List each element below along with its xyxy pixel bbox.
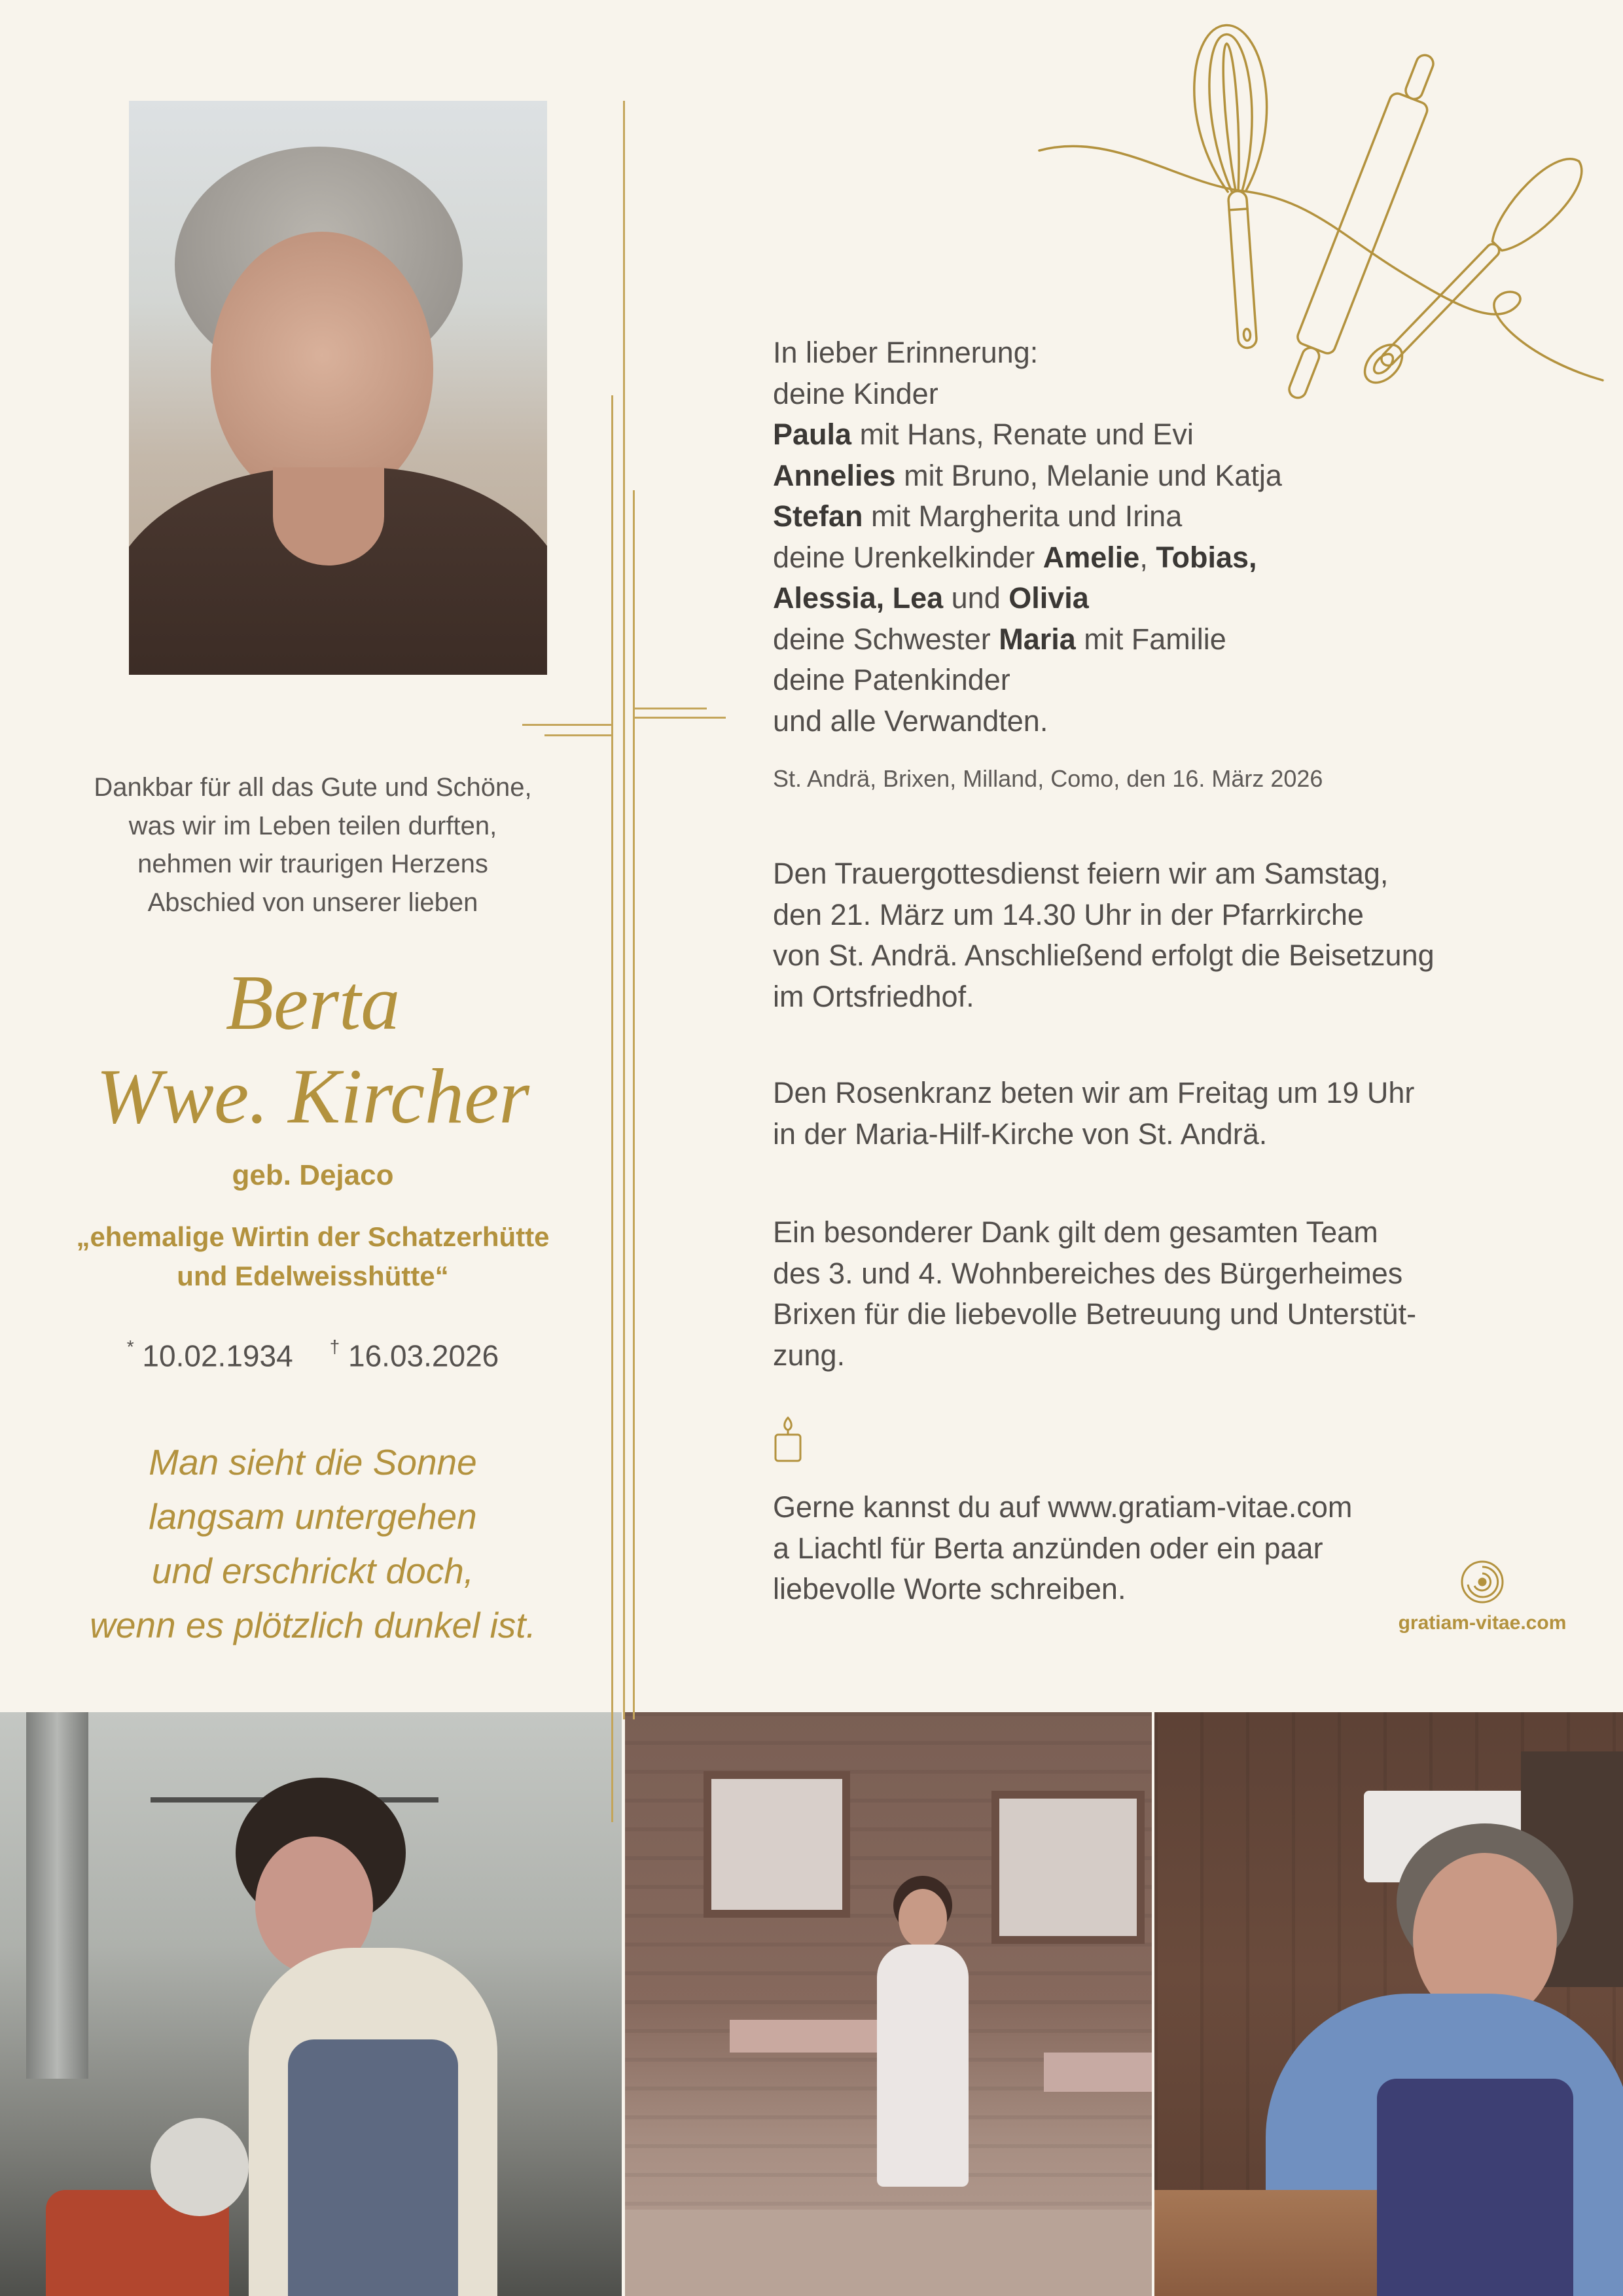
rosary-text [773, 1073, 1414, 1155]
mourner-line [773, 701, 1282, 742]
mourner-text: deine Kinder [773, 376, 938, 410]
mourner-line [773, 332, 1282, 374]
mourner-text: deine Schwester [773, 622, 999, 656]
photo-lid [151, 2118, 249, 2216]
thanks-line: zung. [773, 1338, 846, 1372]
mourners-list [773, 332, 1282, 742]
deceased-description [0, 1217, 626, 1296]
place-and-date: St. Andrä, Brixen, Milland, Como, den 16. März 2026 [773, 765, 1323, 792]
mourner-line [773, 374, 1282, 415]
gratiam-vitae-logo-icon [1459, 1558, 1506, 1605]
cross-ornament-line [633, 708, 707, 709]
photo-apron [288, 2039, 458, 2296]
mourner-name: Stefan [773, 499, 863, 533]
candle-icon [771, 1415, 805, 1463]
intro-line: was wir im Leben teilen durften, [128, 811, 497, 840]
mourner-name: Paula [773, 418, 852, 451]
logo-text: gratiam-vitae.com [1398, 1612, 1567, 1634]
photo-window [991, 1791, 1145, 1944]
funeral-line: im Ortsfriedhof. [773, 979, 974, 1013]
online-line: Gerne kannst du auf www.gratiam-vitae.com [773, 1490, 1353, 1524]
mourner-text: , [1139, 540, 1156, 574]
photo-window [704, 1771, 850, 1918]
kitchen-photo [0, 1712, 622, 2296]
portrait-photo [129, 101, 547, 675]
thanks-line: des 3. und 4. Wohnbereiches des Bürgerheimes [773, 1256, 1403, 1290]
mourner-line [773, 537, 1282, 579]
thanks-line: Ein besonderer Dank gilt dem gesamten Team [773, 1215, 1378, 1249]
rolling-pin-icon [1276, 48, 1446, 404]
photo-table [1154, 2190, 1377, 2296]
mourner-text: deine Urenkelkinder [773, 540, 1043, 574]
kitchen-portrait-photo [1154, 1712, 1623, 2296]
cross-ornament-line [633, 490, 635, 1719]
mourner-text: mit Margherita und Irina [863, 499, 1183, 533]
mourner-line [773, 660, 1282, 701]
mourner-text: und [943, 581, 1009, 615]
photo-stove-pipe [26, 1712, 88, 2079]
mourner-name: Olivia [1008, 581, 1089, 615]
mountain-hut-photo [625, 1712, 1152, 2296]
intro-line: nehmen wir traurigen Herzens [137, 850, 488, 878]
funeral-line: den 21. März um 14.30 Uhr in der Pfarrkirche [773, 897, 1364, 931]
photo-table [1044, 2053, 1152, 2092]
last-name: Wwe. Kircher [96, 1052, 530, 1139]
photo-face [899, 1889, 947, 1948]
deceased-name [0, 956, 626, 1143]
mourner-text: mit Familie [1075, 622, 1226, 656]
photo-table [730, 2020, 900, 2053]
cross-ornament-line [633, 717, 726, 719]
mourner-text: mit Hans, Renate und Evi [851, 418, 1194, 451]
photo-ground [625, 2210, 1152, 2296]
mourner-line [773, 414, 1282, 456]
life-dates [0, 1330, 626, 1375]
mourner-line [773, 456, 1282, 497]
spatula-icon [1353, 147, 1595, 395]
mourner-text: und alle Verwandten. [773, 704, 1048, 738]
first-name: Berta [225, 959, 401, 1046]
quote-line: und erschrickt doch, [151, 1551, 474, 1591]
cross-ornament-line [611, 395, 613, 1822]
mourner-name: Amelie [1043, 540, 1140, 574]
funeral-line: Den Trauergottesdienst feiern wir am Samstag, [773, 857, 1389, 890]
mourner-line [773, 496, 1282, 537]
thanks-text [773, 1212, 1416, 1376]
death-date: 16.03.2026 [348, 1338, 499, 1373]
online-condolence-text [773, 1487, 1352, 1610]
rosary-line: Den Rosenkranz beten wir am Freitag um 19 Uhr [773, 1076, 1415, 1109]
funeral-service-text [773, 853, 1435, 1017]
quote-line: wenn es plötzlich dunkel ist. [90, 1605, 536, 1645]
mourner-text: In lieber Erinnerung: [773, 336, 1039, 369]
mourner-name: Alessia, Lea [773, 581, 944, 615]
died-symbol: † [329, 1336, 340, 1357]
online-line: liebevolle Worte schreiben. [773, 1572, 1126, 1605]
mourner-text: deine Patenkinder [773, 663, 1010, 696]
thanks-line: Brixen für die liebevolle Betreuung und Unterstüt- [773, 1297, 1417, 1331]
quote-line: langsam untergehen [149, 1496, 477, 1537]
mourner-text: mit Bruno, Melanie und Katja [895, 458, 1282, 492]
cross-ornament-line [544, 734, 612, 736]
portrait-neck [273, 467, 384, 565]
description-line: und Edelweisshütte“ [177, 1261, 449, 1291]
maiden-name: geb. Dejaco [232, 1159, 394, 1191]
cross-ornament-line [623, 101, 625, 1719]
description-line: „ehemalige Wirtin der Schatzerhütte [76, 1221, 550, 1252]
quote-line: Man sieht die Sonne [149, 1442, 477, 1482]
mourner-line [773, 578, 1282, 619]
memorial-quote [0, 1435, 626, 1653]
photo-apron [1377, 2079, 1573, 2296]
mourner-name: Maria [999, 622, 1076, 656]
intro-line: Dankbar für all das Gute und Schöne, [94, 773, 532, 802]
whisk-icon [1190, 23, 1284, 350]
intro-line: Abschied von unserer lieben [147, 888, 478, 917]
cross-ornament-line [522, 724, 612, 726]
mourner-name: Tobias, [1156, 540, 1257, 574]
birth-date: 10.02.1934 [142, 1338, 293, 1373]
photo-white-dress [877, 1945, 969, 2187]
funeral-line: von St. Andrä. Anschließend erfolgt die Beisetzung [773, 939, 1435, 972]
born-symbol: * [126, 1336, 134, 1357]
portrait-face [211, 232, 433, 507]
mourner-line [773, 619, 1282, 660]
intro-text [0, 768, 626, 922]
online-line: a Liachtl für Berta anzünden oder ein paar [773, 1531, 1323, 1565]
rosary-line: in der Maria-Hilf-Kirche von St. Andrä. [773, 1117, 1268, 1151]
mourner-name: Annelies [773, 458, 896, 492]
